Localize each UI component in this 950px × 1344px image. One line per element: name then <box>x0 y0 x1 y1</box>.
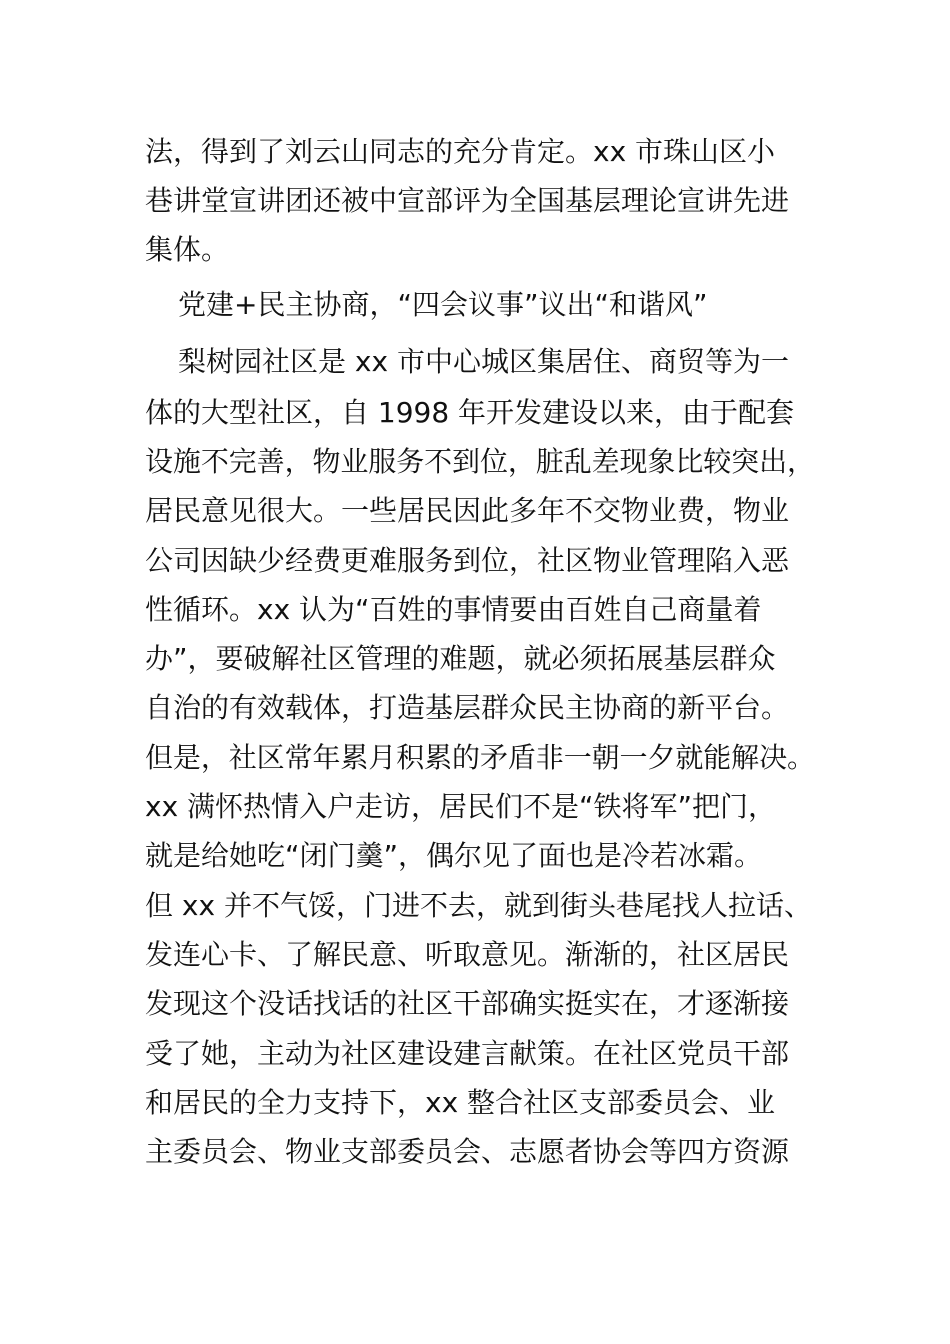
text-line: 体的大型社区，自 1998 年开发建设以来，由于配套 <box>145 396 795 429</box>
text-line: 自治的有效载体，打造基层群众民主协商的新平台。 <box>145 691 790 724</box>
text-line: 集体。 <box>145 233 230 266</box>
section-heading: 党建+民主协商，“四会议事”议出“和谐风” <box>178 288 708 321</box>
text-line: 设施不完善，物业服务不到位，脏乱差现象比较突出， <box>145 445 815 478</box>
text-line: 就是给她吃“闭门羹”，偶尔见了面也是冷若冰霜。 <box>145 839 763 872</box>
text-line: 但 xx 并不气馁，门进不去，就到街头巷尾找人拉话、 <box>145 889 812 922</box>
text-line: 办”，要破解社区管理的难题，就必须拓展基层群众 <box>145 642 776 675</box>
text-line: 巷讲堂宣讲团还被中宣部评为全国基层理论宣讲先进 <box>145 184 790 217</box>
text-line: xx 满怀热情入户走访，居民们不是“铁将军”把门， <box>145 790 777 823</box>
text-line: 主委员会、物业支部委员会、志愿者协会等四方资源 <box>145 1135 790 1168</box>
text-line: 公司因缺少经费更难服务到位，社区物业管理陷入恶 <box>145 544 790 577</box>
text-line: 发连心卡、了解民意、听取意见。渐渐的，社区居民 <box>145 938 790 971</box>
text-line: 和居民的全力支持下，xx 整合社区支部委员会、业 <box>145 1086 776 1119</box>
paragraph-first-line: 梨树园社区是 xx 市中心城区集居住、商贸等为一 <box>178 345 789 378</box>
text-line: 居民意见很大。一些居民因此多年不交物业费，物业 <box>145 494 790 527</box>
text-line: 发现这个没话找话的社区干部确实挺实在，才逐渐接 <box>145 987 790 1020</box>
text-line: 但是，社区常年累月积累的矛盾非一朝一夕就能解决。 <box>145 741 815 774</box>
text-line: 受了她，主动为社区建设建言献策。在社区党员干部 <box>145 1037 790 1070</box>
text-line: 性循环。xx 认为“百姓的事情要由百姓自己商量着 <box>145 593 762 626</box>
text-line: 法，得到了刘云山同志的充分肯定。xx 市珠山区小 <box>145 135 776 168</box>
